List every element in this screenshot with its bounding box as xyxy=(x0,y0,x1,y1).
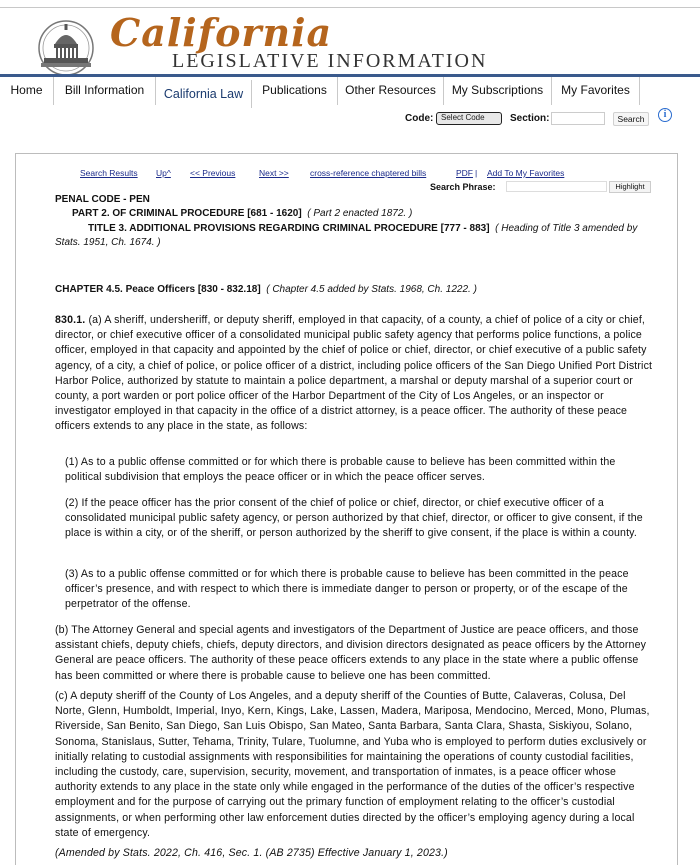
part-note: ( Part 2 enacted 1872. ) xyxy=(307,208,413,219)
code-title-text: PENAL CODE - PEN xyxy=(55,194,150,205)
code-search-bar xyxy=(0,112,700,128)
nav-my-subscriptions[interactable]: My Subscriptions xyxy=(444,77,552,105)
search-phrase-input[interactable] xyxy=(506,181,607,192)
nav-california-law[interactable]: California Law xyxy=(156,80,252,108)
search-phrase-label: Search Phrase: xyxy=(430,182,496,192)
paragraph-a-3: (3) As to a public offense committed or for which there is probable cause to believe has been committed in the peace officer’s presence, and with respect to which there is immediate danger to person or property, or of the escape of the perpetrator of the offense. xyxy=(65,568,629,611)
section-input[interactable] xyxy=(551,112,605,125)
section-number: 830.1. xyxy=(55,314,86,326)
cross-reference-link[interactable]: cross-reference chaptered bills xyxy=(310,168,427,178)
code-label: Code: xyxy=(405,113,434,124)
part-title: PART 2. OF CRIMINAL PROCEDURE [681 - 1620] xyxy=(72,208,302,219)
chapter-title: CHAPTER 4.5. Peace Officers [830 - 832.18] xyxy=(55,284,261,295)
title-note: ( Heading of Title 3 amended by xyxy=(495,223,638,234)
code-title xyxy=(55,193,150,207)
toolbar-separator: | xyxy=(475,168,478,178)
search-phrase-row xyxy=(0,181,700,193)
paragraph-a-text: (a) A sheriff, undersheriff, or deputy sheriff, employed in that capacity, of a county, a chief of police of a city or chief, director, or chief executive officer of a consolidated municipal public safety agency that performs police functions, a police officer, employed in that capacity and appointed by the chief of police or chief, director, or chief executive of a public safety agency, of a city, a chief of police, or police officer of a district, including police officers of the San Diego Unified Port District Harbor Police, authorized by statute to maintain a police department, a marshal or deputy marshal of a superior court or county, a port warden or port police officer of the Harbor Department of the City of Los Angeles, or an inspector or investigator employed in that capacity in the office of a district attorney, is a peace officer. The authority of these peace officers extends to any place in the state, as follows: xyxy=(55,314,653,433)
paragraph-c: (c) A deputy sheriff of the County of Los Angeles, and a deputy sheriff of the Counties of Butte, Calaveras, Colusa, Del Norte, Glenn, Humboldt, Imperial, Inyo, Kern, Kings, Lake, Lassen, Madera, Mariposa, Mendocino, Merced, Mono, Plumas, Riverside, San Benito, San Diego, San Luis Obispo, San Mateo, Santa Barbara, Santa Clara, Shasta, Siskiyou, Solano, Sonoma, Stanislaus, Sutter, Tehama, Trinity, Tulare, Tuolumne, and Yuba who is employed to perform duties exclusively or initially relating to custodial assignments with responsibilities for maintaining the operations of county custodial facilities, including the custody, care, supervision, security, movement, and transportation of inmates, is a peace officer whose authority extends to any place in the state only while engaged in the performance of the duties of the officer’s respective employment and for the purpose of carrying out the primary function of employment relating to the officer’s custodial assignments, or when performing other law enforcement duties directed by the officer’s employing agency during a local state of emergency. xyxy=(55,690,650,839)
main-nav xyxy=(0,77,700,107)
paragraph-a-2: (2) If the peace officer has the prior consent of the chief of police or chief, director, or chief executive officer of a consolidated municipal public safety agency, or person authorized by that chief, director, or officer to give consent, if the place is within a city, or of the sheriff, or person authorized by the sheriff to give consent, if the place is within a county. xyxy=(65,497,643,540)
section-label: Section: xyxy=(510,113,550,124)
code-select[interactable]: Select Code xyxy=(436,112,502,125)
nav-bill-information[interactable]: Bill Information xyxy=(54,77,156,105)
title-text: TITLE 3. ADDITIONAL PROVISIONS REGARDING CRIMINAL PROCEDURE [777 - 883] xyxy=(88,223,490,234)
title-heading xyxy=(88,222,637,236)
capitol-dome-logo-icon[interactable] xyxy=(30,16,102,76)
nav-my-favorites[interactable]: My Favorites xyxy=(552,77,640,105)
logo-subtitle: LEGISLATIVE INFORMATION xyxy=(172,50,488,72)
highlight-button[interactable]: Highlight xyxy=(609,181,651,193)
nav-other-resources[interactable]: Other Resources xyxy=(338,77,444,105)
nav-publications[interactable]: Publications xyxy=(252,77,338,105)
previous-link[interactable]: << Previous xyxy=(190,168,236,178)
chapter-heading xyxy=(55,283,477,297)
logo-california-word: California xyxy=(110,10,333,55)
paragraph-a-1: (1) As to a public offense committed or for which there is probable cause to believe has been committed within the political subdivision that employs the peace officer or in which the peace officer serves. xyxy=(65,456,616,484)
title-note-continued xyxy=(55,236,161,250)
part-heading xyxy=(72,207,412,221)
next-link[interactable]: Next >> xyxy=(259,168,289,178)
nav-home[interactable]: Home xyxy=(0,77,54,105)
title-note-2: Stats. 1951, Ch. 1674. ) xyxy=(55,237,161,248)
search-results-link[interactable]: Search Results xyxy=(80,168,138,178)
pdf-link[interactable]: PDF xyxy=(456,168,473,178)
amendment-note: (Amended by Stats. 2022, Ch. 416, Sec. 1. (AB 2735) Effective January 1, 2023.) xyxy=(55,847,448,859)
site-header xyxy=(0,8,700,74)
up-link[interactable]: Up^ xyxy=(156,168,171,178)
info-icon[interactable]: i xyxy=(658,108,672,122)
paragraph-b: (b) The Attorney General and special agents and investigators of the Department of Justice are peace officers, and those assistant chiefs, deputy chiefs, chiefs, deputy directors, and division directors designated as peace officers by the Attorney General are peace officers. The authority of these peace officers extends to any place in the state where a public offense has been committed or where there is probable cause to believe one has been committed. xyxy=(55,624,647,682)
add-to-favorites-link[interactable]: Add To My Favorites xyxy=(487,168,565,178)
search-button[interactable]: Search xyxy=(613,112,649,126)
chapter-note: ( Chapter 4.5 added by Stats. 1968, Ch. 1222. ) xyxy=(266,284,477,295)
document-toolbar xyxy=(0,168,700,180)
paragraph-a xyxy=(55,313,653,435)
